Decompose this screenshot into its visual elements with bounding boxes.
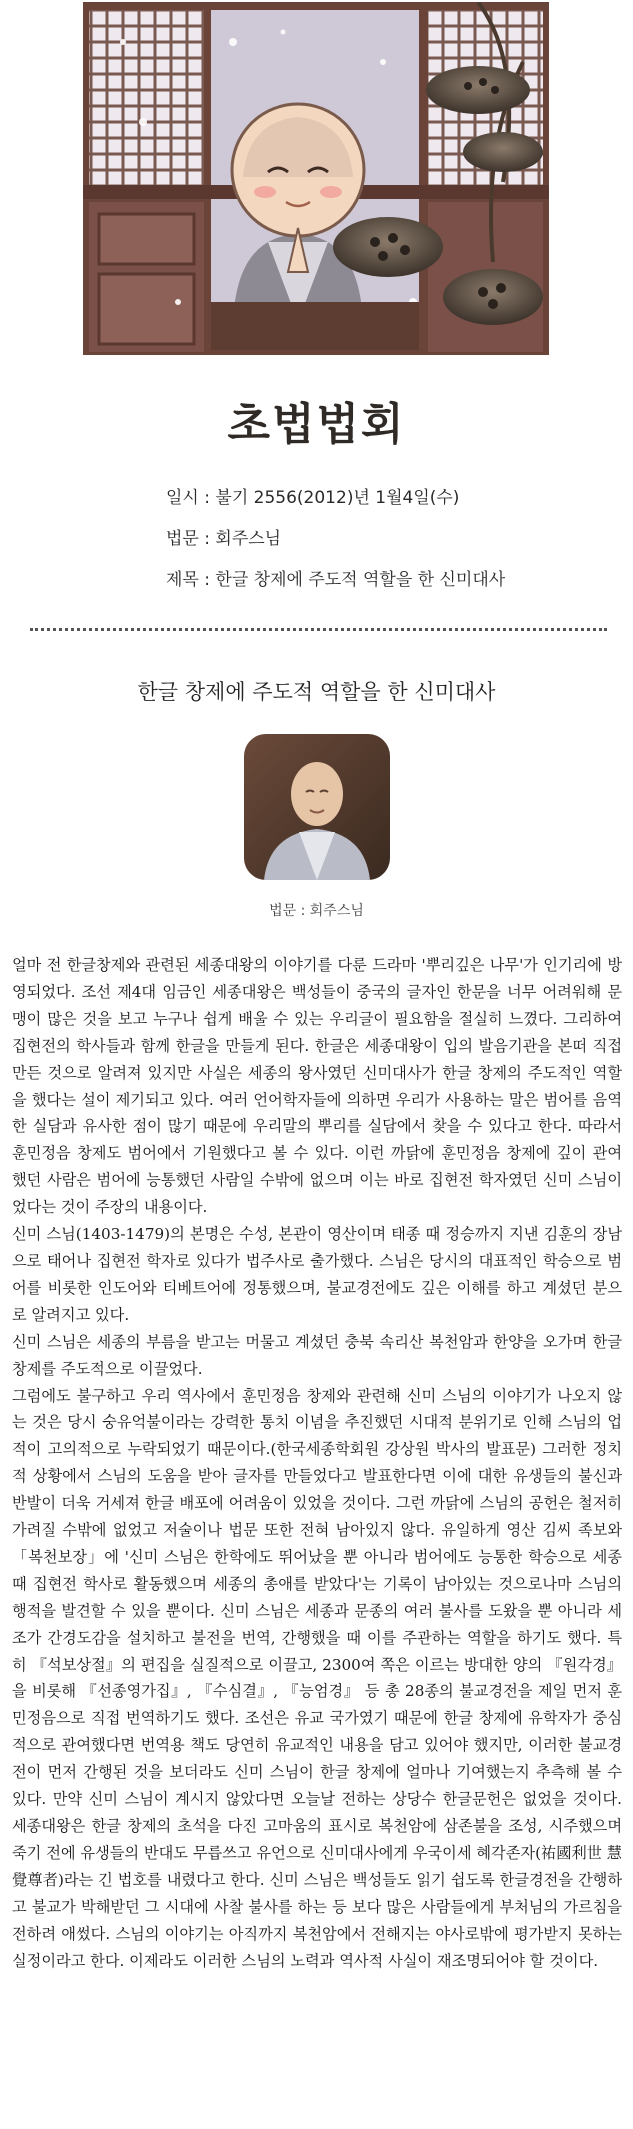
meta-topic-label: 제목 xyxy=(166,570,199,590)
article-subtitle: 한글 창제에 주도적 역할을 한 신미대사 xyxy=(137,680,496,704)
meta-separator: : xyxy=(204,570,216,590)
meta-date xyxy=(166,483,459,508)
meta-date-label: 일시 xyxy=(166,488,199,508)
dotted-divider xyxy=(30,628,607,631)
article-body xyxy=(12,952,622,1974)
paragraph: 그럼에도 불구하고 우리 역사에서 훈민정음 창제와 관련해 신미 스님의 이야기가 나오지 않는 것은 당시 숭유억불이라는 강력한 통치 이념을 추진했던 시대적 분위기로 인해 스님의 업적이 고의적으로 누락되었기 때문이다.(한국세종학회원 강상원 박사의 발표문) 그러한 정치적 상황에서 스님의 도움을 받아 글자를 만들었다고 발표한다면 이에 대한 유생들의 불신과 반발이 더욱 거세져 한글 배포에 어려움이 있었을 것이다. 그런 까닭에 스님의 공헌은 철저히 가려질 수밖에 없었고 저술이나 법문 또한 전혀 남아있지 않다. 유일하게 영산 김씨 족보와 「복천보장」에 '신미 스님은 한학에도 뛰어났을 뿐 아니라 범어에도 능통한 학승으로 세종 때 집현전 학사로 활동했으며 세종의 총애를 받았다'는 기록이 남아있는 것으로나마 스님의 행적을 발견할 수 있을 뿐이다. 신미 스님은 세종과 문종의 여러 불사를 도왔을 뿐 아니라 세조가 간경도감을 설치하고 불전을 번역, 간행했을 때 이를 주관하는 역할을 하기도 했다. 특히 『석보상절』의 편집을 실질적으로 이끌고, 2300여 쪽은 이르는 방대한 양의 『원각경』을 비롯해 『선종영가집』, 『수심결』, 『능엄경』 등 총 28종의 불교경전을 제일 먼저 훈민정음으로 직접 번역하기도 했다. 조선은 유교 국가였기 때문에 한글 창제에 유학자가 중심적으로 관여했다면 번역용 책도 당연히 유교적인 내용을 담고 있어야 했지만, 이러한 불교경전이 먼저 간행된 것을 보더라도 신미 스님이 한글 창제에 얼마나 기여했는지 추측해 볼 수 있다. 만약 신미 스님이 계시지 않았다면 오늘날 전하는 상당수 한글문헌은 없었을 것이다. 세종대왕은 한글 창제의 초석을 다진 고마움의 표시로 복천암에 삼존불을 조성, 시주했으며 죽기 전에 유생들의 반대도 무릅쓰고 유언으로 신미대사에게 우국이세 혜각존자(祐國利世 慧覺尊者)라는 긴 법호를 내렸다고 한다. 신미 스님은 백성들도 읽기 쉽도록 한글경전을 간행하고 불교가 박해받던 그 시대에 사찰 불사를 하는 등 보다 많은 사람들에게 부처님의 가르침을 전하려 애썼다. 스님의 이야기는 아직까지 복천암에서 전해지는 야사로밖에 평가받지 못하는 실정이라고 한다. 이제라도 이러한 스님의 노력과 역사적 사실이 재조명되어야 할 것이다. xyxy=(12,1386,622,1970)
praying-monk-illustration xyxy=(83,2,549,355)
monk-portrait-image xyxy=(244,734,390,880)
meta-date-value: 불기 2556(2012)년 1월4일(수) xyxy=(215,488,460,508)
meta-separator: : xyxy=(204,529,216,549)
speaker-photo xyxy=(244,734,390,880)
meta-speaker-label: 법문 xyxy=(166,529,199,549)
photo-caption: 법문 : 회주스님 xyxy=(269,903,364,919)
meta-topic-value: 한글 창제에 주도적 역할을 한 신미대사 xyxy=(215,570,506,590)
header-illustration xyxy=(83,2,549,355)
paragraph: 얼마 전 한글창제와 관련된 세종대왕의 이야기를 다룬 드라마 '뿌리깊은 나무'가 인기리에 방영되었다. 조선 제4대 임금인 세종대왕은 백성들이 중국의 글자인 한문을 너무 어려워해 문맹이 많은 것을 보고 누구나 쉽게 배울 수 있는 우리글이 필요함을 절실히 느꼈다. 그리하여 집현전의 학사들과 함께 한글을 만들게 된다. 한글은 세종대왕이 입의 발음기관을 본떠 직접 만든 것으로 알려져 있지만 사실은 세종의 왕사였던 신미대사가 한글 창제의 주도적인 역할을 했다는 설이 제기되고 있다. 여러 언어학자들에 의하면 우리가 사용하는 말은 범어를 음역한 실담과 유사한 점이 많기 때문에 우리말의 뿌리를 실담에서 찾을 수 있다고 한다. 따라서 훈민정음 창제도 범어에서 기원했다고 볼 수 있다. 이런 까닭에 훈민정음 창제에 깊이 관여 했던 사람은 범어에 능통했던 사람일 수밖에 없으며 이는 바로 집현전 학자였던 신미 스님이었다는 것이 주장의 내용이다. xyxy=(12,956,622,1217)
meta-topic xyxy=(166,565,505,590)
page-title: 초법법회 xyxy=(227,399,406,450)
paragraph: 신미 스님(1403-1479)의 본명은 수성, 본관이 영산이며 태종 때 정승까지 지낸 김훈의 장남으로 태어나 집현전 학자로 있다가 법주사로 출가했다. 스님은 당시의 대표적인 학승으로 범어를 비롯한 인도어와 티베트어에 정통했으며, 불교경전에도 깊은 이해를 하고 계셨던 분으로 알려지고 있다. xyxy=(12,1225,622,1324)
meta-speaker-value: 회주스님 xyxy=(215,529,282,549)
paragraph: 신미 스님은 세종의 부름을 받고는 머물고 계셨던 충북 속리산 복천암과 한양을 오가며 한글 창제를 주도적으로 이끌었다. xyxy=(12,1332,622,1378)
meta-speaker xyxy=(166,524,281,549)
meta-separator: : xyxy=(204,488,216,508)
